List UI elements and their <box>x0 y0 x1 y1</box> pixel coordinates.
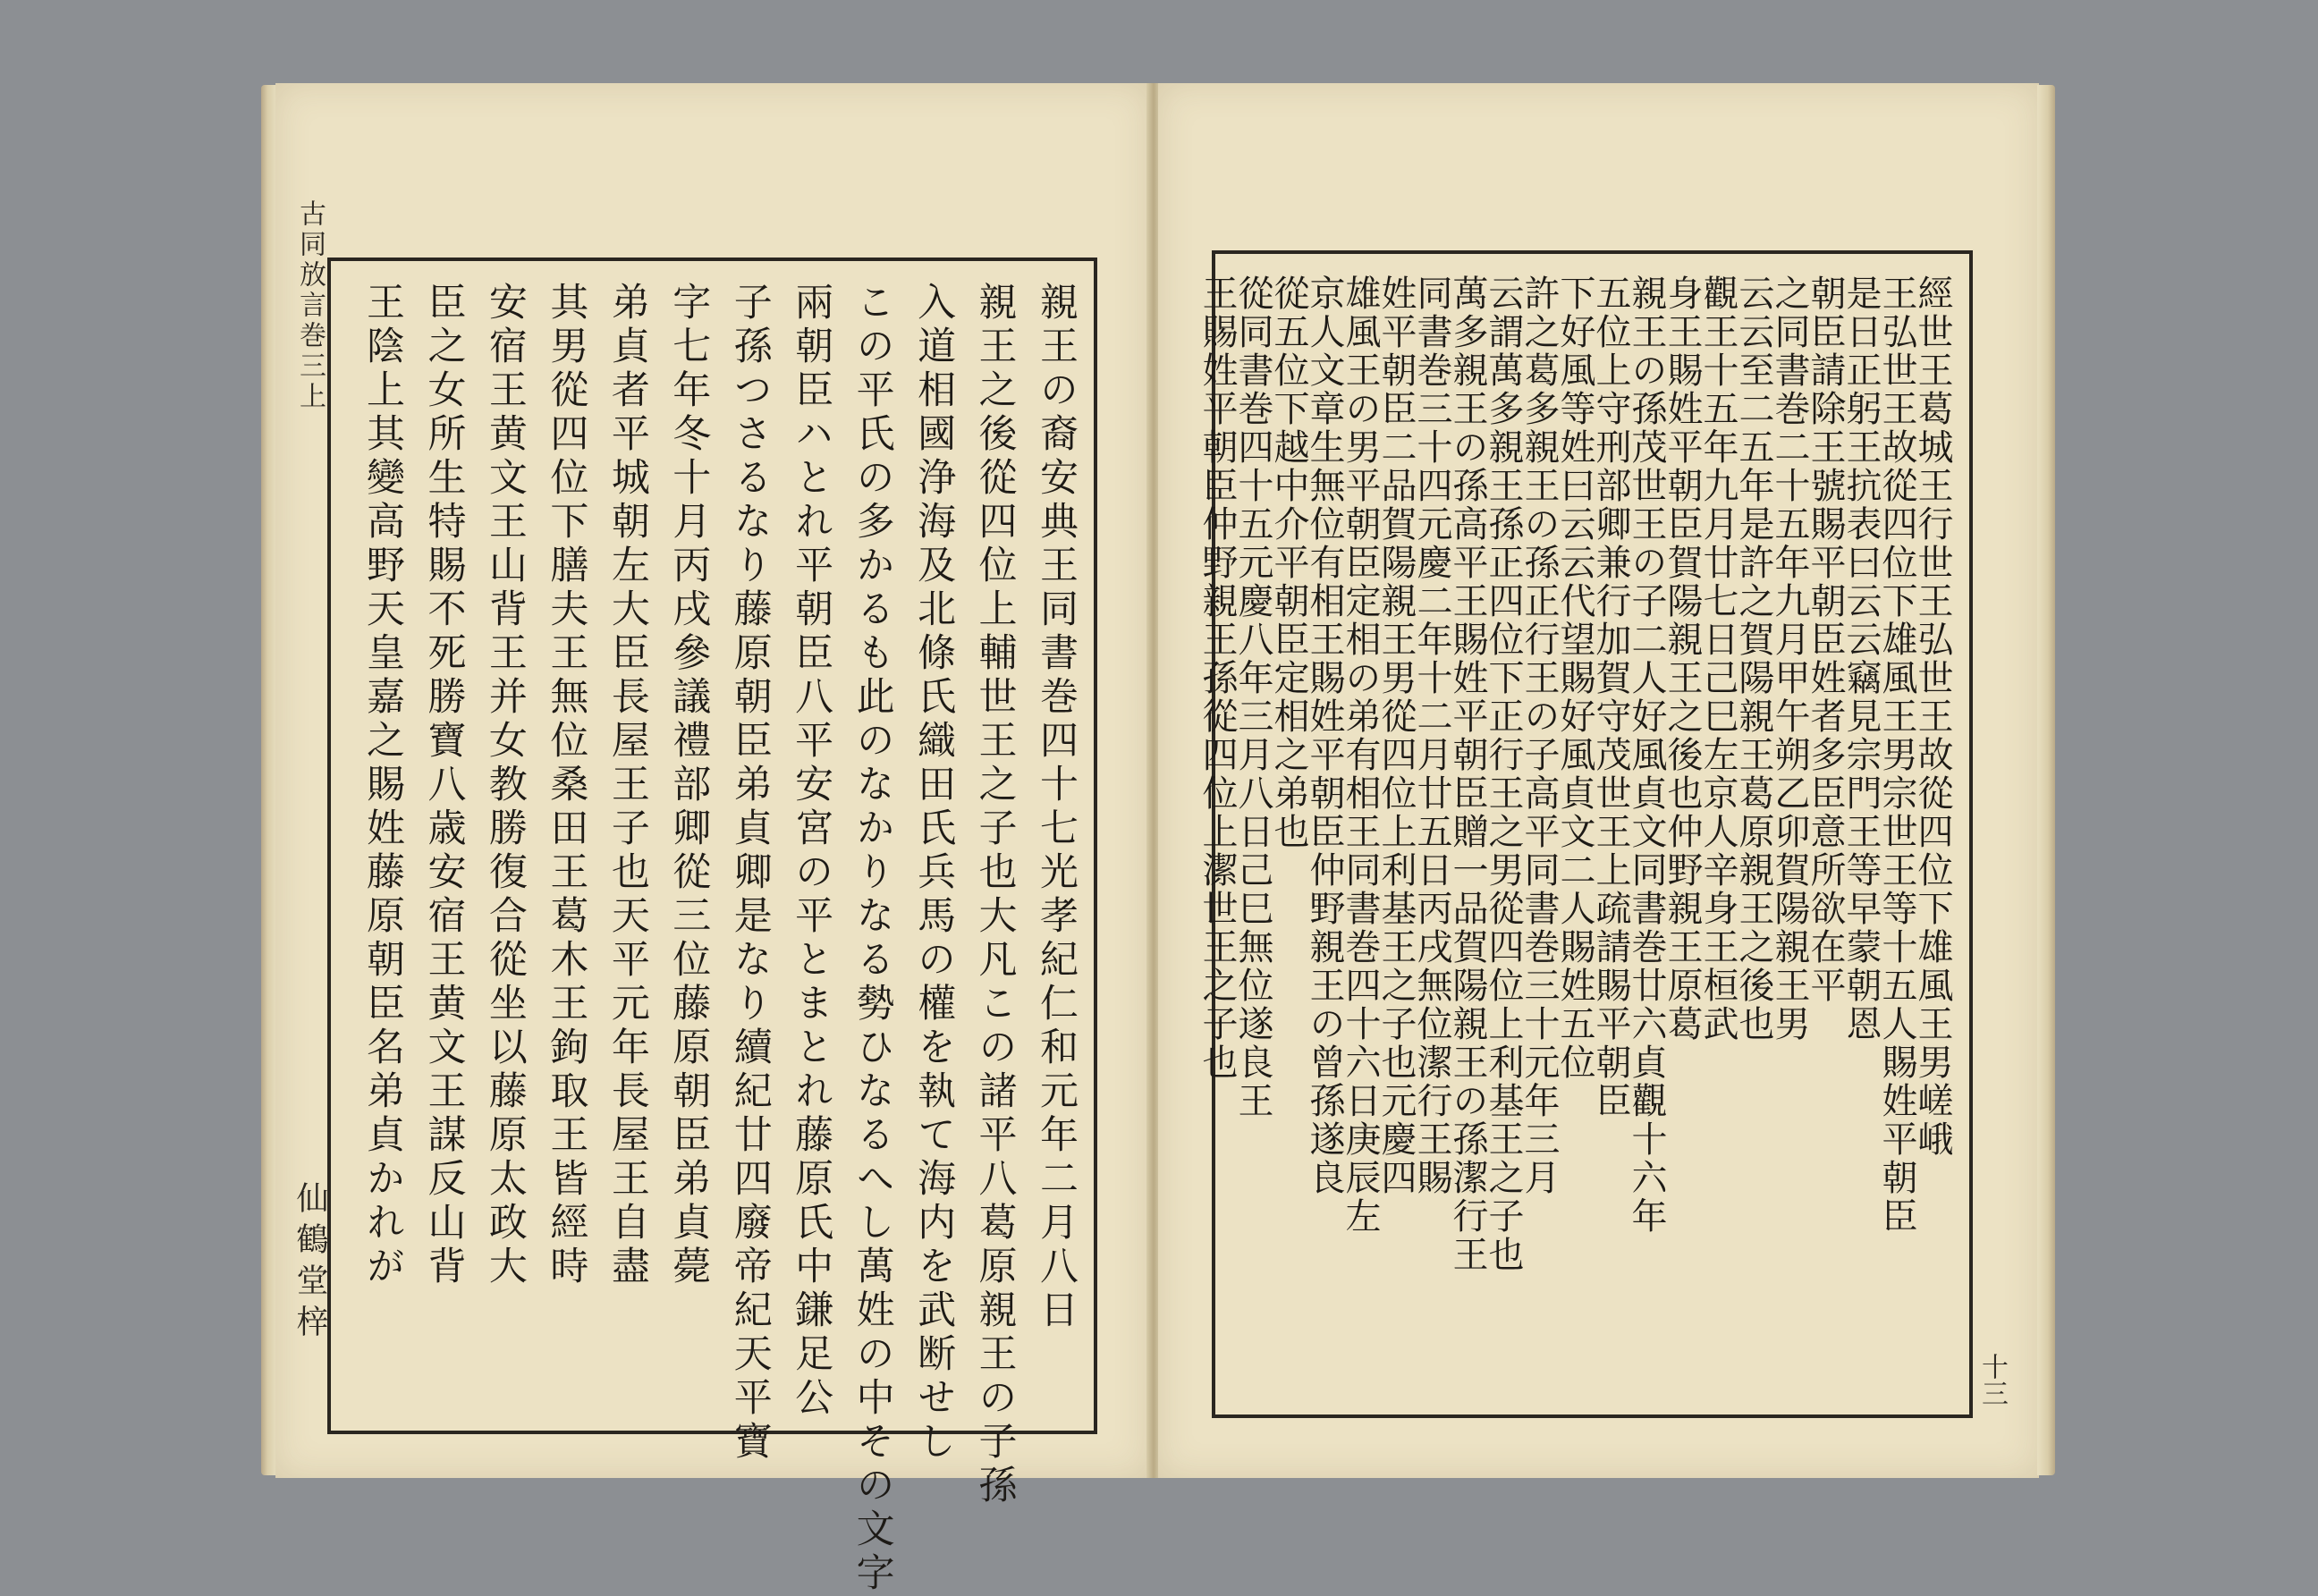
right-column: 同書巻三十四元慶二年十二月廿五日丙戌無位潔行王賜 <box>1411 274 1452 1197</box>
page-number: 十三 <box>1976 1353 2008 1406</box>
left-column: 安宿王黄文王山背王并女教勝復合從坐以藤原太政大 <box>482 282 528 1289</box>
left-column: 字七年冬十月丙戌參議禮部卿從三位藤原朝臣弟貞薨 <box>666 282 712 1289</box>
right-column: 朝臣請除王號賜平朝臣姓者多臣意所欲在平 <box>1805 274 1846 1005</box>
right-column: 觀王十五年九月廿七日己巳左京人辛身王桓武 <box>1697 274 1738 1043</box>
right-page-edge <box>2037 85 2055 1475</box>
left-column: 入道相國浄海及北條氏織田氏兵馬の權を執て海内を武断せし <box>911 282 957 1465</box>
right-column: 云云至二五年是許之賀陽親王葛原親王之後也 <box>1733 274 1774 1043</box>
left-columns <box>350 282 1079 1596</box>
right-column: 王賜姓平朝臣仲野親王孫從四位上潔世王之子也 <box>1197 274 1238 1082</box>
right-column: 從五位下越中介平朝臣定相之弟也 <box>1268 274 1309 851</box>
left-spine-title: 古同放言巻三上 <box>294 199 326 412</box>
left-column: 兩朝臣ハとれ平朝臣八平安宮の平とまとれ藤原氏中鎌足公 <box>789 282 834 1421</box>
right-column: 姓平朝臣二品賀陽親王男從四位上利基王之子也元慶四 <box>1375 274 1417 1197</box>
right-column: 王弘世王故從四位下雄風王男宗世王等十五人賜姓平朝臣 <box>1876 274 1917 1236</box>
right-column: 許之葛多親王の孫正行王の子高平同書巻三十元年三月 <box>1519 274 1560 1197</box>
left-column: 親王の裔安典王同書巻四十七光孝紀仁和元年二月八日 <box>1033 282 1079 1333</box>
right-column: 親王の孫茂世王の子二人好風貞文同書巻廿六貞觀十六年 <box>1626 274 1667 1236</box>
left-column: 親王之後從四位上輔世王之子也大凡この諸平八葛原親王の子孫 <box>972 282 1018 1508</box>
right-column: 是日正躬王抗表曰云云竊見宗門王等早蒙朝恩 <box>1840 274 1882 1043</box>
right-column: 萬多親王の孫高平王賜姓平朝臣贈一品賀陽親王の孫潔行王 <box>1447 274 1488 1274</box>
open-book <box>261 76 2055 1596</box>
right-column: 雄風王の男平朝臣定相の弟有相王同書巻四十六日庚辰左 <box>1340 274 1381 1236</box>
right-column: 云謂萬多親王孫正四位下正行王之男從四位上利基王之子也 <box>1483 274 1524 1274</box>
left-column: 子孫つさるなり藤原朝臣弟貞卿是なり續紀廿四廢帝紀天平寶 <box>727 282 773 1465</box>
left-column: 其男從四位下膳夫王無位桑田王葛木王鉤取王皆經時 <box>544 282 589 1289</box>
right-column: 下好風等姓曰云云代望賜好風貞文二人賜姓五位 <box>1554 274 1595 1082</box>
right-column: 之同書巻二十五年九月甲午朔乙卯賀陽親王男 <box>1769 274 1810 1043</box>
left-column: 王陰上其變高野天皇嘉之賜姓藤原朝臣名弟貞かれが <box>360 282 405 1289</box>
left-column: 弟貞者平城朝左大臣長屋王子也天平元年長屋王自盡 <box>605 282 650 1289</box>
right-column: 京人文章生無位有相王賜姓平朝臣仲野親王の曾孫遂良 <box>1304 274 1345 1197</box>
right-column: 從同書巻四十五元慶八年三月八日己巳無位遂良王 <box>1232 274 1273 1120</box>
right-column: 五位上守刑部卿兼行加賀守茂世王上疏請賜平朝臣 <box>1590 274 1631 1120</box>
right-columns <box>1197 274 1953 1398</box>
left-column: 臣之女所生特賜不死勝寶八歳安宿王黄文王謀反山背 <box>421 282 467 1289</box>
right-text-frame <box>1197 250 2008 1418</box>
right-column: 身王賜姓平朝臣賀陽親王之後也仲野親王原葛 <box>1662 274 1703 1043</box>
left-page <box>275 83 1149 1596</box>
publisher-mark: 仙鶴堂梓 <box>292 1181 328 1346</box>
left-column: この平氏の多かるも此のなかりなる勢ひなるへし萬姓の中その文字 <box>850 282 895 1596</box>
right-page <box>1158 83 2039 1478</box>
right-column: 經世王葛城王行世王弘世王故從四位下雄風王男嵯峨 <box>1912 274 1953 1159</box>
